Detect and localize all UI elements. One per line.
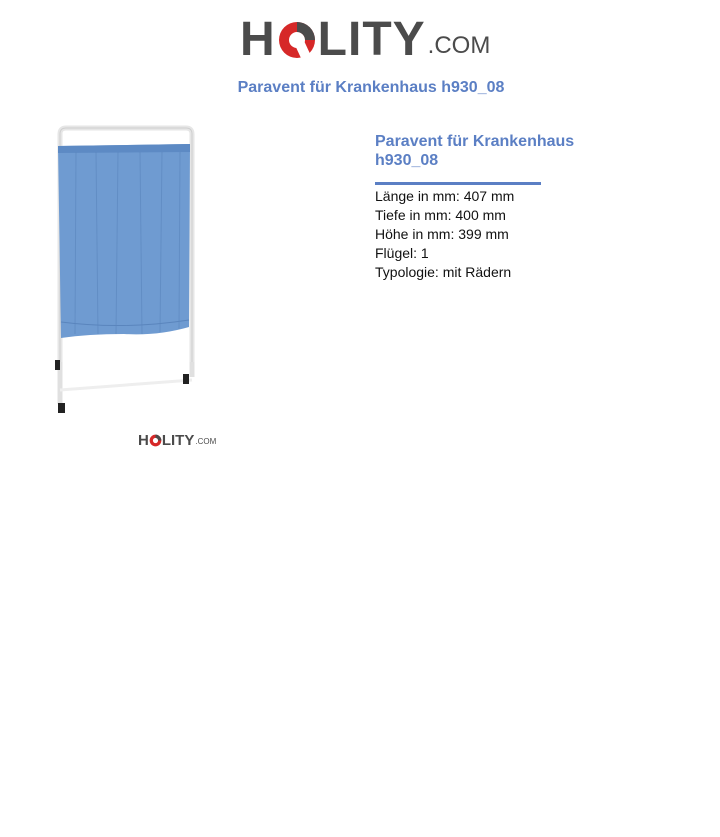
page-title: Paravent für Krankenhaus h930_08 xyxy=(237,79,505,96)
watermark-letters-lity: LITY xyxy=(161,432,195,449)
product-title: Paravent für Krankenhaus h930_08 xyxy=(375,133,575,169)
site-logo[interactable] xyxy=(240,12,490,64)
logo-com: .COM xyxy=(427,32,491,59)
product-details xyxy=(375,132,635,282)
watermark-o-mark-icon xyxy=(149,434,162,447)
spec-depth: Tiefe in mm: 400 mm xyxy=(375,207,506,223)
watermark-letter-h: H xyxy=(138,432,149,449)
title-divider xyxy=(375,182,541,185)
logo-letters-lity: LITY xyxy=(317,13,426,66)
spec-list xyxy=(375,187,635,282)
logo-letter-h: H xyxy=(240,13,276,66)
product-image xyxy=(48,122,208,422)
spec-length: Länge in mm: 407 mm xyxy=(375,188,515,204)
spec-panels: Flügel: 1 xyxy=(375,245,429,261)
logo-o-mark-icon xyxy=(277,20,317,60)
spec-type: Typologie: mit Rädern xyxy=(375,264,512,280)
spec-height: Höhe in mm: 399 mm xyxy=(375,226,509,242)
image-watermark-logo xyxy=(138,430,216,448)
watermark-com: .COM xyxy=(195,437,217,446)
